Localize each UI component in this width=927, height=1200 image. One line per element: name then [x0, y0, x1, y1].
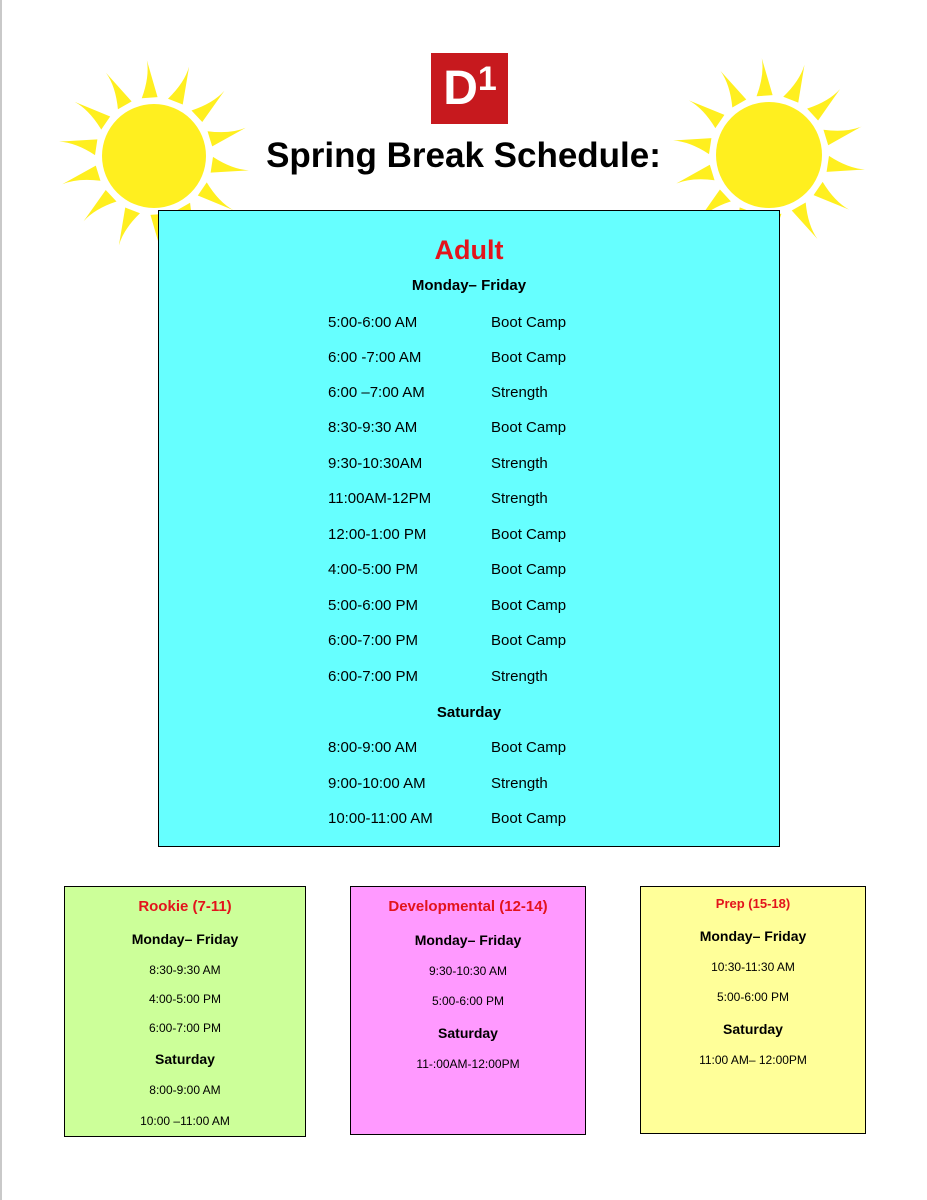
session-class: Strength — [491, 668, 548, 685]
rookie-saturday-heading: Saturday — [155, 1051, 215, 1067]
page-title: Spring Break Schedule: — [266, 136, 661, 175]
sun-ray — [198, 182, 233, 210]
sun-ray — [792, 202, 818, 239]
sun-ray — [807, 89, 840, 120]
session-class: Boot Camp — [491, 526, 567, 543]
developmental-time: 9:30-10:30 AM — [428, 964, 508, 978]
session-time: 6:00-7:00 PM — [328, 632, 419, 649]
logo-superscript: 1 — [477, 60, 496, 98]
sun-ray — [106, 73, 132, 109]
session-class: Boot Camp — [491, 349, 567, 366]
sun-ray — [689, 100, 725, 128]
session-time: 5:00-6:00 PM — [328, 597, 419, 614]
developmental-time: 5:00-6:00 PM — [431, 994, 505, 1008]
rookie-title: Rookie (7-11) — [138, 898, 232, 915]
session-time: 8:00-9:00 AM — [328, 739, 418, 756]
sun-ray — [783, 65, 804, 103]
rookie-time: 6:00-7:00 PM — [148, 1021, 222, 1035]
session-class: Boot Camp — [491, 810, 567, 827]
session-time: 6:00 -7:00 AM — [328, 349, 422, 366]
session-class: Boot Camp — [491, 314, 567, 331]
adult-saturday-heading: Saturday — [436, 704, 502, 721]
developmental-title: Developmental (12-14) — [388, 898, 548, 915]
session-time: 6:00-7:00 PM — [328, 668, 419, 685]
rookie-time: 8:00-9:00 AM — [149, 1083, 221, 1097]
sun-ray — [84, 190, 117, 221]
developmental-saturday-heading: Saturday — [438, 1025, 498, 1041]
developmental-weekday-heading: Monday– Friday — [414, 932, 522, 948]
sun-ray — [142, 60, 158, 98]
session-time: 8:30-9:30 AM — [328, 419, 418, 436]
sun-ray — [191, 91, 224, 122]
developmental-time: 11-:00AM-12:00PM — [416, 1057, 520, 1071]
rookie-time: 10:00 –11:00 AM — [140, 1114, 230, 1128]
rookie-weekday-heading: Monday– Friday — [131, 931, 239, 947]
adult-schedule-box — [158, 210, 780, 847]
page-edge-rule — [0, 0, 2, 1200]
rookie-time: 4:00-5:00 PM — [148, 992, 222, 1006]
developmental-schedule-box — [350, 886, 586, 1135]
session-class: Boot Camp — [491, 419, 567, 436]
prep-weekday-heading: Monday– Friday — [699, 928, 807, 944]
sun-ray — [168, 67, 189, 105]
prep-schedule-box — [640, 886, 866, 1134]
session-time: 11:00AM-12PM — [328, 490, 432, 507]
session-time: 9:00-10:00 AM — [328, 775, 426, 792]
session-time: 10:00-11:00 AM — [328, 810, 433, 827]
adult-title: Adult — [434, 235, 504, 265]
session-time: 4:00-5:00 PM — [328, 561, 419, 578]
session-class: Boot Camp — [491, 739, 567, 756]
session-class: Boot Camp — [491, 632, 567, 649]
rookie-time: 8:30-9:30 AM — [149, 963, 221, 977]
sun-ray — [119, 208, 140, 246]
logo-letter: D — [443, 62, 477, 115]
prep-time: 11:00 AM– 12:00PM — [699, 1053, 807, 1067]
session-time: 12:00-1:00 PM — [328, 526, 427, 543]
prep-time: 10:30-11:30 AM — [711, 960, 795, 974]
session-time: 5:00-6:00 AM — [328, 314, 418, 331]
rookie-schedule-box — [64, 886, 306, 1137]
adult-weekday-heading: Monday– Friday — [411, 277, 527, 294]
session-class: Strength — [491, 490, 548, 507]
session-class: Strength — [491, 384, 548, 401]
prep-saturday-heading: Saturday — [723, 1021, 783, 1037]
session-class: Boot Camp — [491, 597, 567, 614]
session-class: Boot Camp — [491, 561, 567, 578]
sun-ray — [814, 182, 850, 210]
prep-title: Prep (15-18) — [715, 896, 791, 911]
sun-ray — [757, 58, 773, 96]
session-class: Strength — [491, 455, 548, 472]
d1-logo — [431, 53, 508, 124]
sun-ray — [721, 71, 747, 108]
prep-time: 5:00-6:00 PM — [716, 990, 790, 1004]
session-time: 9:30-10:30AM — [328, 455, 423, 472]
sun-ray — [75, 102, 110, 130]
session-time: 6:00 –7:00 AM — [328, 384, 425, 401]
session-class: Strength — [491, 775, 548, 792]
